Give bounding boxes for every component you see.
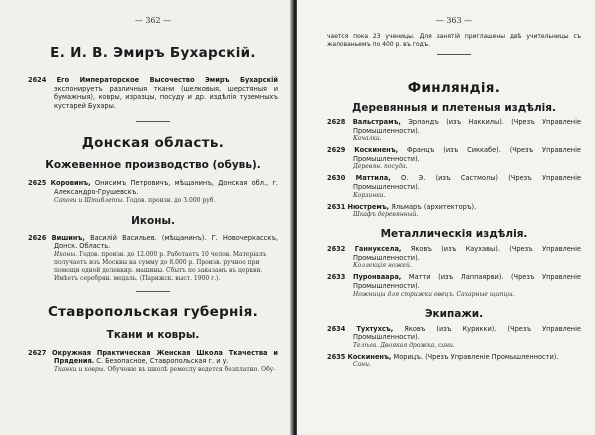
entry-2635 bbox=[327, 353, 581, 362]
subsection-title-icons: Иконы. bbox=[131, 214, 175, 227]
carry-over-text: чается пока 23 ученицы. Для занятій приглашены двѣ учительницы съ жалованьемъ по 400 р. въ годъ. bbox=[327, 33, 581, 48]
entry-2625 bbox=[28, 179, 278, 196]
subsection-title-wood: Деревянныя и плетеныя издѣлія. bbox=[351, 102, 557, 114]
note-rest: Обученіе въ школѣ ремеслу ведется безплатно. Обу- bbox=[107, 365, 276, 373]
entry-name: Пуронваара, bbox=[352, 273, 402, 282]
entry-number: 2626 bbox=[28, 233, 47, 242]
section-title-finland: Финляндія. bbox=[407, 80, 501, 96]
subsection-title-leather: Кожевенное производство (обувь). bbox=[45, 159, 261, 172]
entry-2633 bbox=[327, 273, 581, 290]
entry-name: Его Императорское Высочество Эмиръ Бухарскій bbox=[56, 76, 278, 84]
entry-2632 bbox=[327, 245, 581, 262]
entry-name: Окружная Практическая Женская Школа Ткачества и Прядения. bbox=[52, 348, 278, 366]
entry-name: Ганнуксела, bbox=[354, 245, 402, 254]
entry-note: Коллекція ножей. bbox=[353, 262, 412, 270]
entry-note: Ножницы для стрижки овецъ. Сахарные щипцы. bbox=[353, 290, 515, 298]
entry-name: Вальстрамъ, bbox=[352, 118, 401, 126]
entry-name: Нюстремъ, bbox=[347, 202, 390, 211]
entry-2627 bbox=[28, 349, 278, 366]
entry-2626 bbox=[28, 234, 278, 251]
subsection-title-textiles: Ткани и ковры. bbox=[106, 328, 200, 341]
section-title-stavropol: Ставропольская губернія. bbox=[47, 303, 259, 320]
entry-name: Тухтухсъ, bbox=[356, 324, 394, 333]
entry-note: Сани. bbox=[353, 361, 371, 369]
entry-text: Матти (изъ Лаппаярви). (Чрезъ Управленіе Промышленности). bbox=[353, 273, 581, 290]
entry-note: Деревян. посуда. bbox=[353, 163, 408, 171]
entry-number: 2633 bbox=[327, 273, 346, 282]
entry-name: Вишинъ, bbox=[51, 233, 85, 242]
entry-2624 bbox=[28, 76, 278, 110]
entry-note bbox=[28, 366, 278, 374]
entry-text: Яковъ (изъ Курикки). (Чрезъ Управленіе Промышленности). bbox=[353, 324, 581, 342]
page-number-right: — 363 — bbox=[435, 16, 473, 25]
note-lead: Сапоги и Штиблеты. bbox=[54, 196, 125, 204]
entry-note: Телѣга. Двоякая дрожка, сани. bbox=[353, 341, 455, 349]
entry-name: Коровинъ, bbox=[50, 179, 91, 188]
entry-text: Яльмаръ (архитекторъ). bbox=[391, 202, 477, 211]
entry-note: Корзинки. bbox=[353, 191, 386, 199]
entry-number: 2625 bbox=[28, 179, 47, 188]
entry-number: 2624 bbox=[28, 76, 47, 84]
entry-number: 2630 bbox=[327, 174, 346, 183]
entry-text: О. Э. (изъ Састмолы) (Чрезъ Управленіе Промышленности). bbox=[353, 174, 581, 191]
entry-note bbox=[28, 251, 278, 283]
entry-name: Коскиненъ, bbox=[354, 146, 399, 155]
entry-note: Шкафъ деревянный. bbox=[353, 211, 419, 219]
section-title-don: Донская область. bbox=[81, 135, 225, 152]
entry-note bbox=[28, 197, 278, 205]
entry-note: Качалки. bbox=[353, 135, 382, 143]
entry-text: экспонируетъ различныя ткани (шелковыя, шерстяныя и бумажныя), ковры, изразцы, посуду и др. издѣлія туземныхъ кустарей Бухары. bbox=[54, 84, 278, 110]
entry-text: С. Безопасное, Ставропольская г. и у. bbox=[96, 357, 229, 366]
entry-2628 bbox=[327, 118, 581, 135]
entry-number: 2631 bbox=[327, 202, 346, 211]
entry-text: Морицъ. (Чрезъ Управленіе Промышленности). bbox=[393, 352, 559, 361]
entry-text: Онисимъ Петровичъ, мѣщанинъ, Донская обл., г. Александро-Грушевскъ. bbox=[54, 179, 278, 196]
entry-number: 2634 bbox=[327, 324, 346, 333]
entry-number: 2635 bbox=[327, 352, 346, 361]
entry-2629 bbox=[327, 146, 581, 163]
note-lead: Иконы. bbox=[54, 250, 78, 258]
entry-number: 2628 bbox=[327, 118, 346, 126]
entry-number: 2632 bbox=[327, 245, 346, 254]
entry-text: Яковъ (изъ Каухавы). (Чрезъ Управленіе Промышленности). bbox=[353, 245, 581, 262]
subsection-title-carriages: Экипажи. bbox=[424, 307, 484, 320]
page-number-left: — 362 — bbox=[134, 16, 172, 25]
entry-text: Василій Васильев. (мѣщанинъ). Г. Новочеркасскъ, Донск. Область. bbox=[54, 233, 278, 251]
entry-2630 bbox=[327, 174, 581, 191]
subsection-title-metal: Металлическія издѣлія. bbox=[380, 228, 528, 241]
left-page bbox=[0, 0, 292, 435]
note-rest: Годов. произв. до 12.000 р. Работаетъ 10 челов. Матеріалъ получаетъ изъ Москвы на сумму до 8.000 р. Произв. ручное при помощи одной делевкир. машины. Сбытъ по заказамъ въ церкви. Имѣетъ серебрян. медаль. (Парижск. выст. 1900 г.). bbox=[54, 250, 267, 282]
note-rest: Годов. произв. до 3.000 руб. bbox=[126, 196, 216, 204]
entry-number: 2629 bbox=[327, 146, 346, 155]
right-page bbox=[297, 0, 595, 435]
entry-name: Коскиненъ, bbox=[347, 352, 392, 361]
note-lead: Тканки и ковры. bbox=[54, 365, 106, 373]
entry-text: Францъ (изъ Сиккабе). (Чрезъ Управленіе Промышленности). bbox=[353, 146, 581, 163]
entry-number: 2627 bbox=[28, 348, 47, 357]
entry-2631 bbox=[327, 203, 581, 212]
entry-2634 bbox=[327, 325, 581, 342]
entry-name: Маттила, bbox=[355, 174, 391, 183]
entry-text: Эрландъ (изъ Наккилы). (Чрезъ Управленіе Промышленности). bbox=[353, 118, 581, 135]
section-title-emir: Е. И. В. Эмиръ Бухарскій. bbox=[50, 45, 256, 61]
